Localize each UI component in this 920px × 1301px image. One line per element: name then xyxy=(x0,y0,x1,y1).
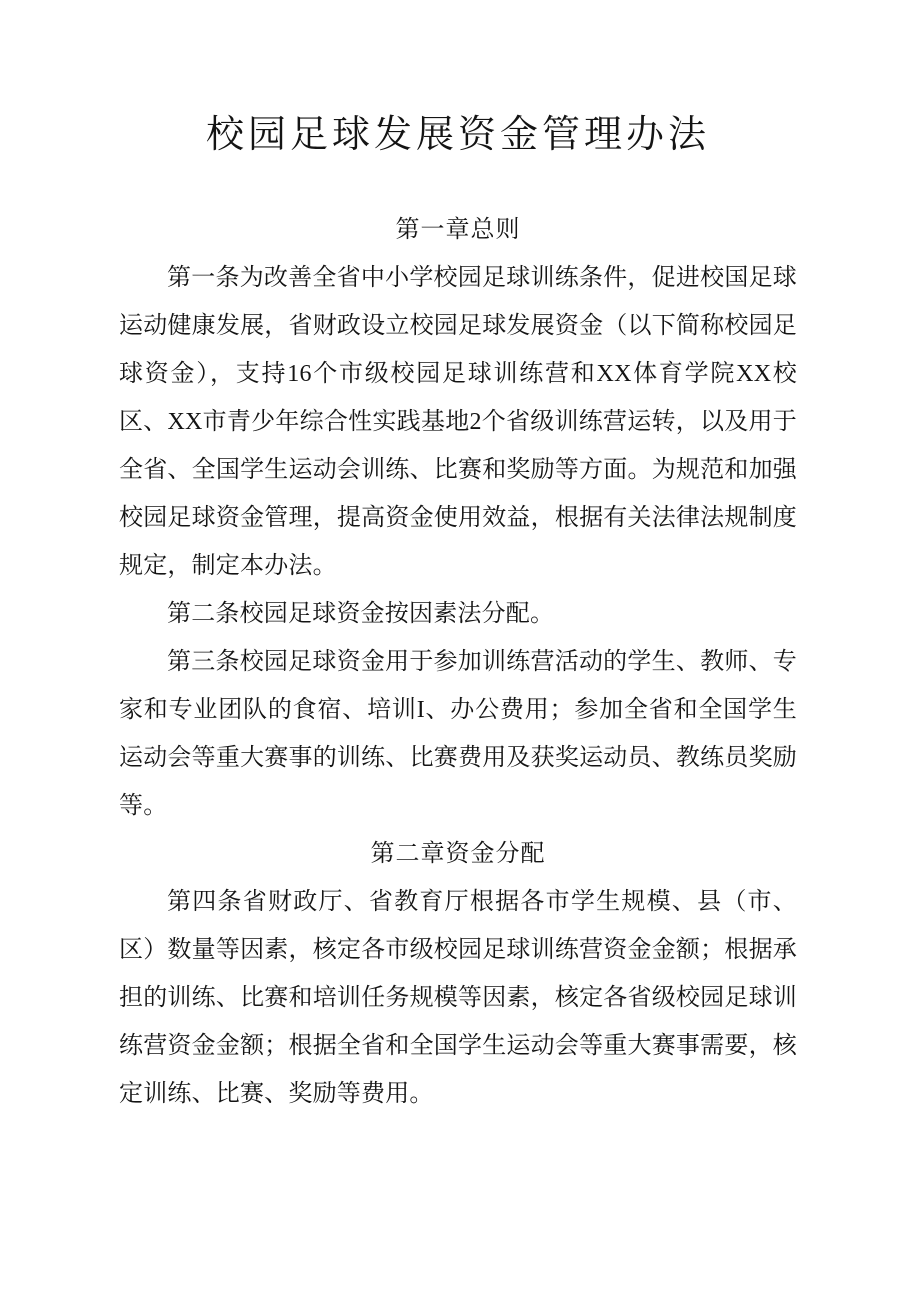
body-paragraph-article-4: 第四条省财政厅、省教育厅根据各市学生规模、县（市、区）数量等因素，核定各市级校园足球训练营资金金额；根据承担的训练、比赛和培训任务规模等因素，核定各省级校园足球训练营资金金额；根据全省和全国学生运动会等重大赛事需要，核定训练、比赛、奖励等费用。 xyxy=(119,889,797,1107)
chapter-1-heading: 第一章总则 xyxy=(395,217,521,243)
document-title: 校园足球发展资金管理办法 xyxy=(205,114,710,156)
body-paragraph-article-3: 第三条校园足球资金用于参加训练营活动的学生、教师、专家和专业团队的食宿、培训I、办公费用；参加全省和全国学生运动会等重大赛事的训练、比赛费用及获奖运动员、教练员奖励等。 xyxy=(119,649,797,819)
body-paragraph-article-1: 第一条为改善全省中小学校园足球训练条件，促进校国足球运动健康发展，省财政设立校园足球发展资金（以下简称校园足球资金），支持16个市级校园足球训练营和XX体育学院XX校区、XX市青少年综合性实践基地2个省级训练营运转，以及用于全省、全国学生运动会训练、比赛和奖励等方面。为规范和加强校园足球资金管理，提高资金使用效益，根据有关法律法规制度规定，制定本办法。 xyxy=(119,265,797,579)
body-paragraph-article-2: 第二条校园足球资金按因素法分配。 xyxy=(167,601,555,627)
chapter-2-heading: 第二章资金分配 xyxy=(370,841,546,867)
